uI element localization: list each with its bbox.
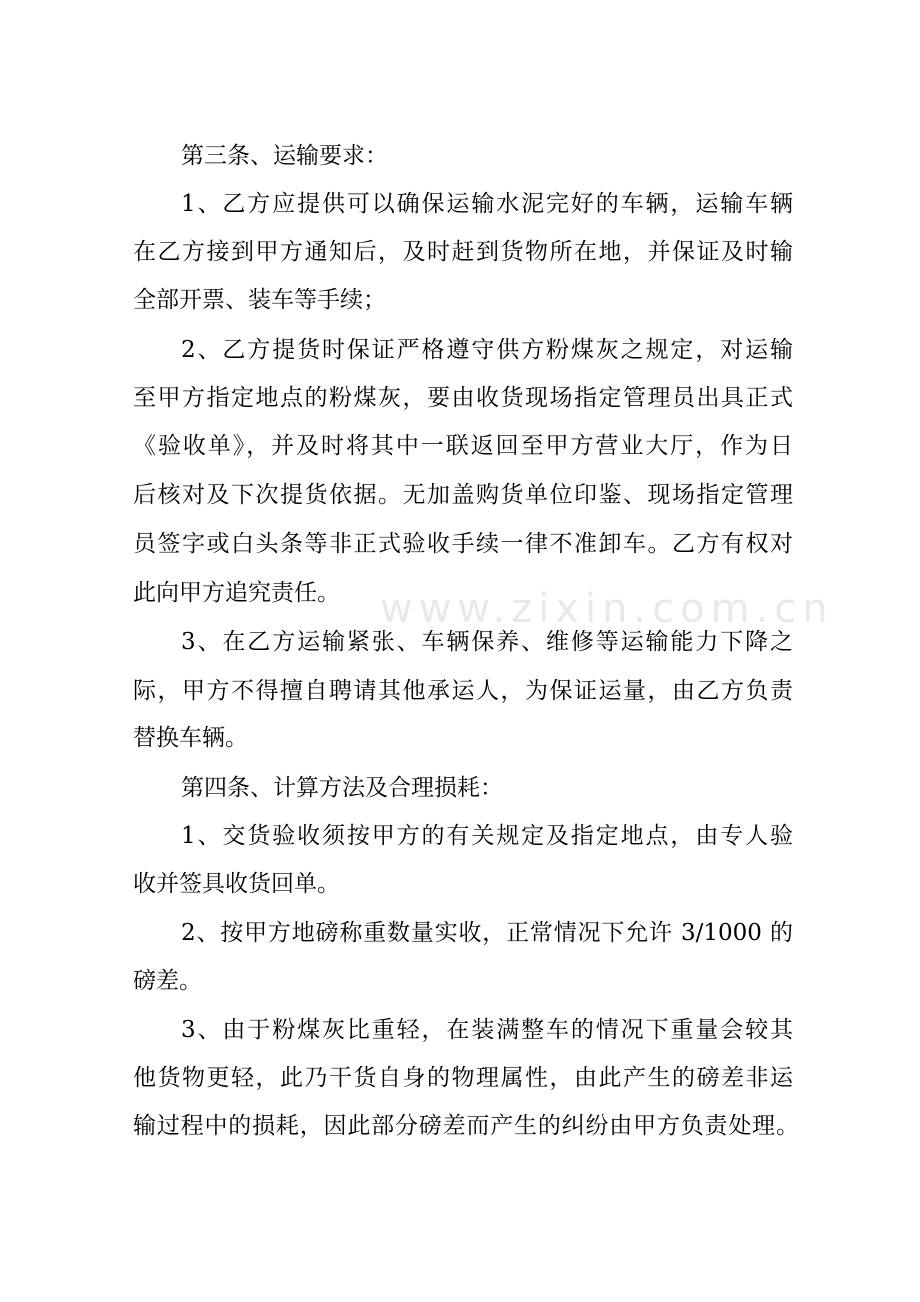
paragraph-line: 在乙方接到甲方通知后，及时赶到货物所在地，并保证及时输	[133, 239, 793, 265]
paragraph-line: 2、按甲方地磅称重数量实收，正常情况下允许 3/1000 的	[181, 920, 793, 946]
paragraph-line: 全部开票、装车等手续；	[133, 287, 386, 313]
paragraph-line: 3、在乙方运输紧张、车辆保养、维修等运输能力下降之	[181, 629, 793, 655]
paragraph-line: 际，甲方不得擅自聘请其他承运人，为保证运量，由乙方负责	[133, 678, 793, 704]
paragraph-line: 至甲方指定地点的粉煤灰，要由收货现场指定管理员出具正式	[133, 385, 793, 411]
paragraph-line: 1、交货验收须按甲方的有关规定及指定地点，由专人验	[181, 823, 793, 849]
paragraph-line: 3、由于粉煤灰比重轻，在装满整车的情况下重量会较其	[181, 1017, 793, 1043]
paragraph-line: 员签字或白头条等非正式验收手续一律不准卸车。乙方有权对	[133, 531, 793, 557]
paragraph-line: 磅差。	[133, 968, 202, 994]
paragraph-line: 此向甲方追究责任。	[133, 580, 340, 606]
paragraph-line: 2、乙方提货时保证严格遵守供方粉煤灰之规定，对运输	[181, 337, 793, 363]
paragraph-line: 1、乙方应提供可以确保运输水泥完好的车辆，运输车辆	[181, 191, 793, 217]
section-heading-4: 第四条、计算方法及合理损耗：	[181, 775, 503, 801]
paragraph-line: 输过程中的损耗，因此部分磅差而产生的纠纷由甲方负责处理。	[133, 1113, 799, 1139]
paragraph-line: 替换车辆。	[133, 725, 248, 751]
section-heading-3: 第三条、运输要求：	[181, 143, 388, 169]
paragraph-line: 他货物更轻，此乃干货自身的物理属性，由此产生的磅差非运	[133, 1065, 793, 1091]
watermark: www.zixin.com.cn	[380, 586, 834, 632]
paragraph-line: 收并签具收货回单。	[133, 871, 340, 897]
paragraph-line: 后核对及下次提货依据。无加盖购货单位印鉴、现场指定管理	[133, 482, 793, 508]
paragraph-line: 《验收单》，并及时将其中一联返回至甲方营业大厅，作为日	[133, 433, 793, 459]
